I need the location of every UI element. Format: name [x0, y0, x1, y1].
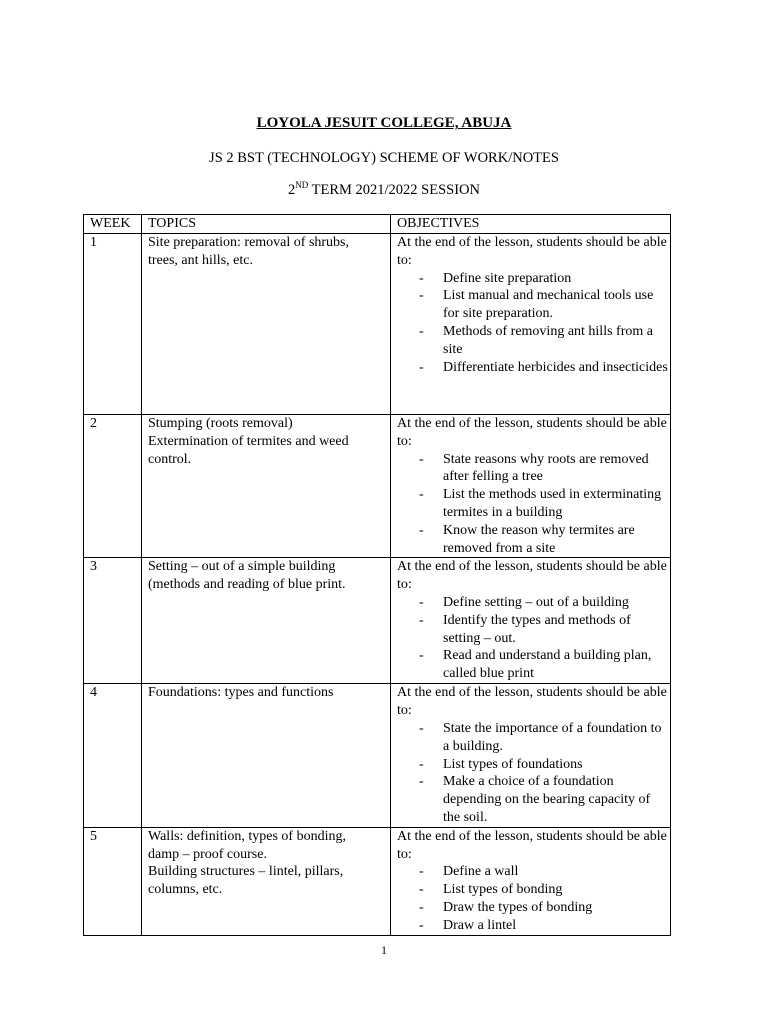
scheme-of-work-table	[83, 214, 671, 936]
list-item: - List manual and mechanical tools use for site preparation.	[418, 287, 670, 323]
topic-line: Extermination of termites and weed control.	[148, 433, 349, 467]
week-cell: 3	[84, 558, 142, 684]
objectives-cell	[391, 558, 671, 684]
list-item: - Methods of removing ant hills from a site	[418, 323, 670, 359]
week-cell: 1	[84, 234, 142, 415]
list-item: - Know the reason why termites are removed from a site	[418, 522, 670, 558]
topics-column-header: TOPICS	[142, 215, 391, 234]
objectives-cell	[391, 827, 671, 935]
topic-cell	[142, 684, 391, 827]
list-item: - Identify the types and methods of setting – out.	[418, 612, 670, 648]
list-item: - Define setting – out of a building	[418, 594, 670, 612]
week-cell: 2	[84, 415, 142, 558]
session-line	[0, 180, 768, 200]
table-row	[84, 415, 671, 558]
topic-line: Setting – out of a simple building (methods and reading of blue print.	[148, 559, 346, 593]
objectives-intro: At the end of the lesson, students should be able to:	[397, 235, 667, 268]
document-subtitle: JS 2 BST (TECHNOLOGY) SCHEME OF WORK/NOTES	[209, 150, 559, 166]
topic-cell	[142, 234, 391, 415]
topic-cell	[142, 415, 391, 558]
topic-line: Stumping (roots removal)	[148, 416, 293, 431]
objectives-intro: At the end of the lesson, students should be able to:	[397, 828, 667, 862]
list-item: - Read and understand a building plan, called blue print	[418, 647, 670, 683]
week-column-header: WEEK	[84, 215, 142, 234]
week-cell: 5	[84, 827, 142, 935]
topic-line: Site preparation: removal of shrubs, trees, ant hills, etc.	[148, 235, 350, 268]
list-item: - Define site preparation	[418, 270, 670, 288]
list-item: - Define a wall	[418, 863, 670, 881]
objectives-cell	[391, 234, 671, 415]
session-ordinal-suffix: ND	[295, 180, 309, 190]
objectives-column-header: OBJECTIVES	[391, 215, 671, 234]
objectives-list	[397, 594, 670, 683]
list-item: - State the importance of a foundation to a building.	[418, 720, 670, 756]
objectives-list	[397, 451, 670, 558]
table-row	[84, 234, 671, 415]
table-header-row	[84, 215, 671, 234]
objectives-list	[397, 863, 670, 934]
list-item: - State reasons why roots are removed after felling a tree	[418, 451, 670, 487]
list-item: - Differentiate herbicides and insecticides	[418, 359, 670, 377]
objectives-list	[397, 720, 670, 827]
list-item: - Draw a lintel	[418, 917, 670, 935]
list-item: - Draw the types of bonding	[418, 899, 670, 917]
table-row	[84, 558, 671, 684]
objectives-cell	[391, 684, 671, 827]
page-number: 1	[381, 943, 387, 957]
topic-line: Walls: definition, types of bonding, damp – proof course.	[148, 828, 346, 862]
session-text: TERM 2021/2022 SESSION	[308, 182, 480, 198]
topic-cell	[142, 827, 391, 935]
list-item: - List types of bonding	[418, 881, 670, 899]
objectives-intro: At the end of the lesson, students should be able to:	[397, 416, 667, 449]
topic-line: Building structures – lintel, pillars, columns, etc.	[148, 864, 344, 898]
objectives-intro: At the end of the lesson, students should be able to:	[397, 685, 667, 719]
objectives-list	[397, 270, 670, 377]
list-item: - List types of foundations	[418, 756, 670, 774]
topic-line: Foundations: types and functions	[148, 685, 334, 701]
list-item: - Make a choice of a foundation depending on the bearing capacity of the soil.	[418, 773, 670, 826]
topic-cell	[142, 558, 391, 684]
week-cell: 4	[84, 684, 142, 827]
table-row	[84, 827, 671, 935]
objectives-cell	[391, 415, 671, 558]
session-number: 2	[288, 182, 296, 198]
table-row	[84, 684, 671, 827]
school-title: LOYOLA JESUIT COLLEGE, ABUJA	[256, 115, 512, 131]
objectives-intro: At the end of the lesson, students should be able to:	[397, 559, 667, 593]
list-item: - List the methods used in exterminating termites in a building	[418, 486, 670, 522]
